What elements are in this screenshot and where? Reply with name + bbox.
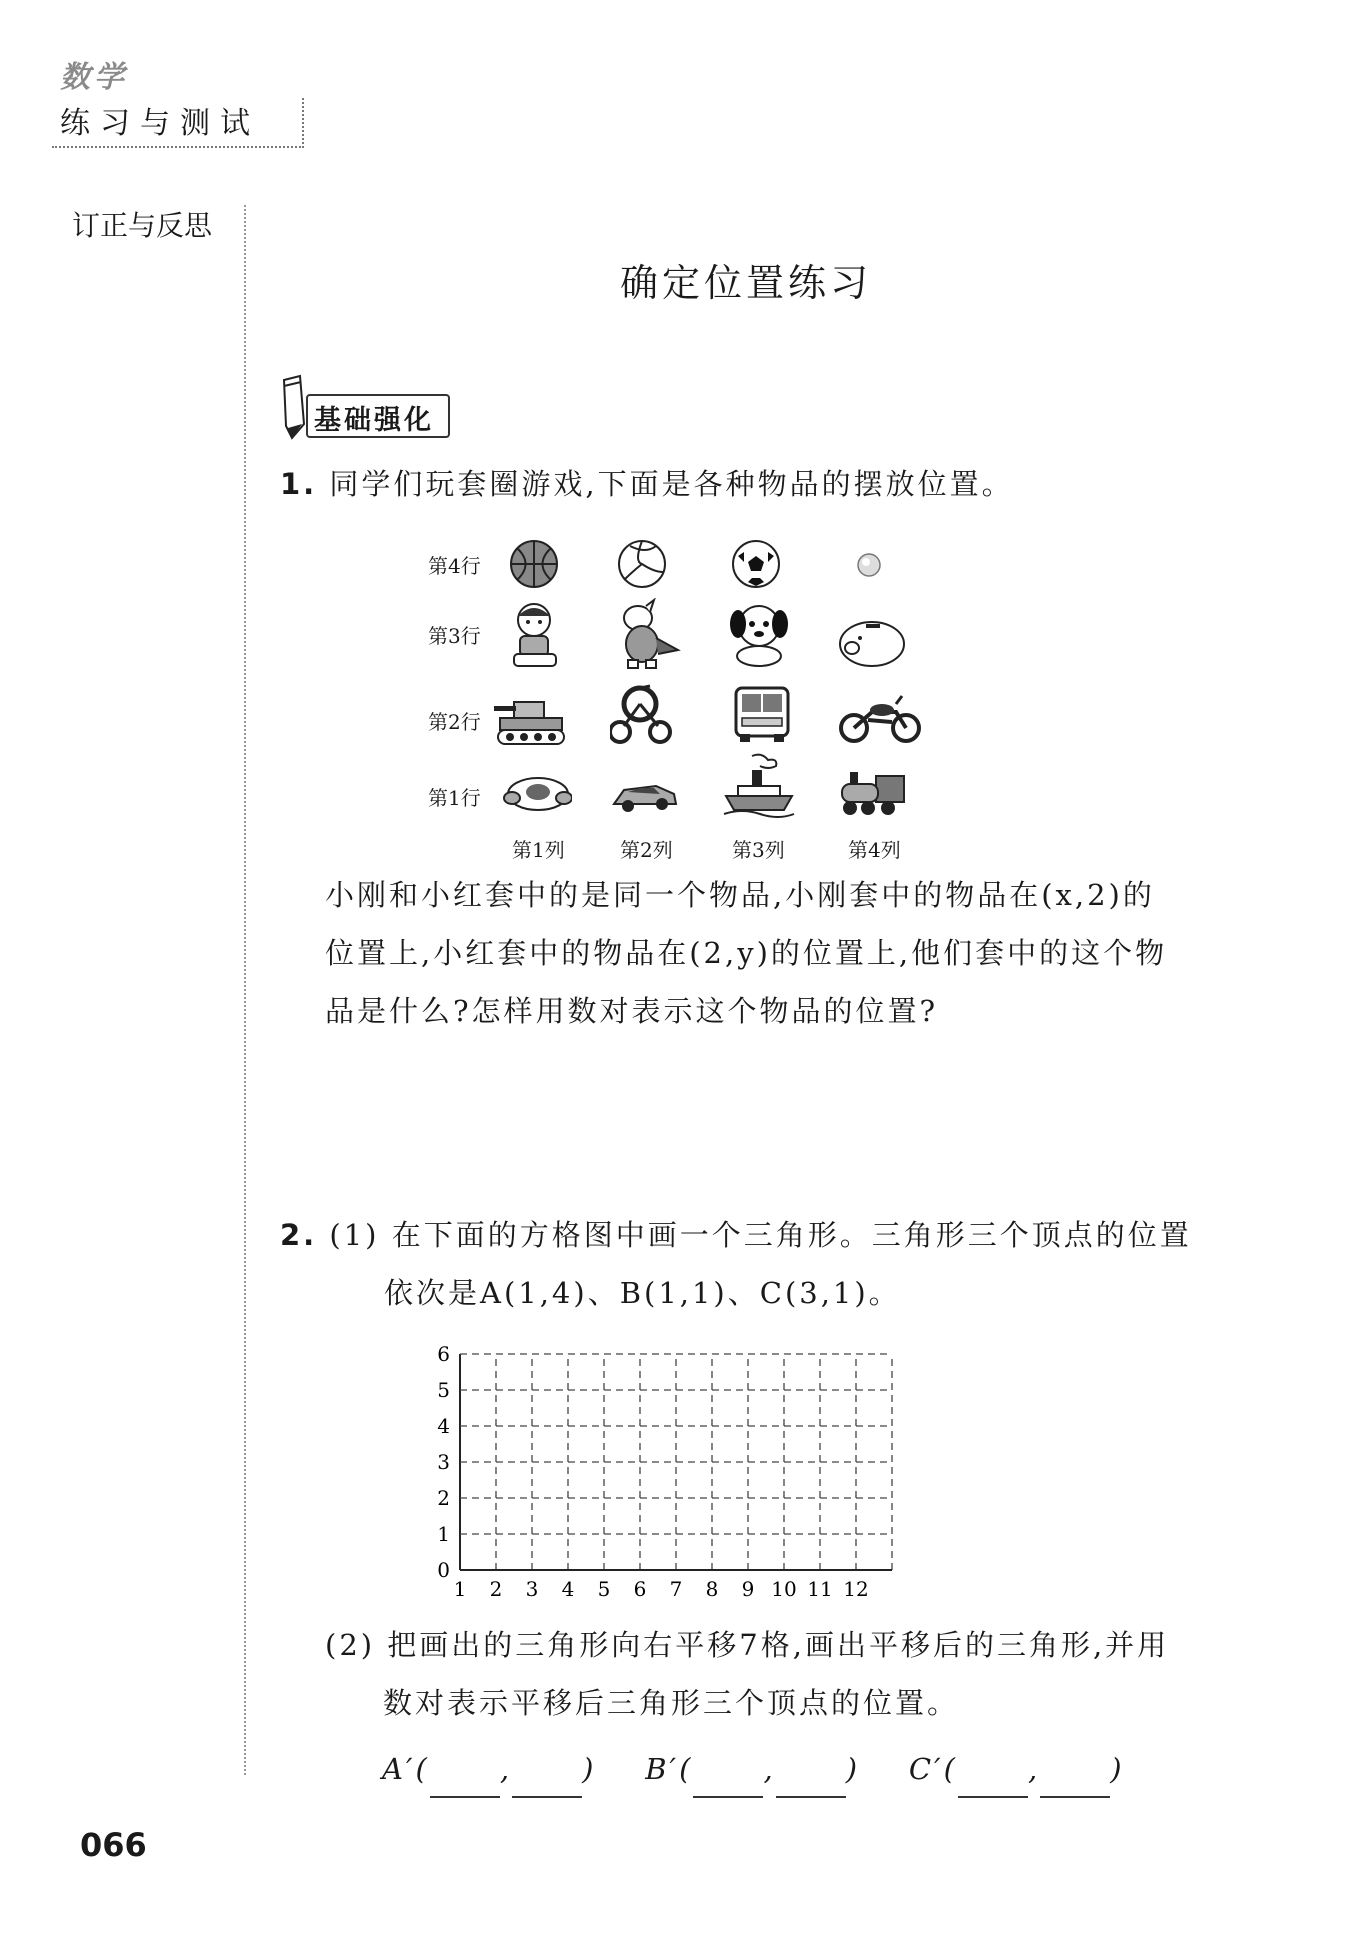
answer-a-label: A′( bbox=[382, 1752, 430, 1786]
question-text: 同学们玩套圈游戏,下面是各种物品的摆放位置。 bbox=[329, 467, 1014, 501]
x-tick-label: 10 bbox=[771, 1577, 797, 1601]
answer-b-x-blank[interactable] bbox=[693, 1768, 763, 1798]
ping-pong-ball-icon bbox=[856, 552, 882, 578]
section-tag bbox=[306, 394, 450, 438]
answer-a-x-blank[interactable] bbox=[430, 1768, 500, 1798]
section-label: 基础强化 bbox=[314, 405, 434, 436]
basketball-icon bbox=[508, 538, 560, 590]
sidebar-divider bbox=[244, 205, 246, 1775]
motorcycle-icon bbox=[838, 692, 922, 744]
x-tick-label: 11 bbox=[807, 1577, 833, 1601]
page-number: 066 bbox=[80, 1826, 147, 1864]
header-book-title: 练习与测试 bbox=[60, 106, 260, 141]
x-tick-label: 6 bbox=[633, 1577, 647, 1601]
question-1-para bbox=[325, 866, 1167, 1040]
answer-b-y-blank[interactable] bbox=[776, 1768, 846, 1798]
question-1 bbox=[280, 455, 1014, 513]
page-title: 确定位置练习 bbox=[620, 261, 873, 305]
col-label-1: 第1列 bbox=[512, 838, 565, 862]
x-tick-label: 3 bbox=[525, 1577, 539, 1601]
answer-c-label: C′( bbox=[908, 1752, 958, 1786]
x-tick-label: 4 bbox=[561, 1577, 575, 1601]
col-label-3: 第3列 bbox=[732, 838, 785, 862]
tank-toy-icon bbox=[494, 690, 566, 748]
x-tick-label: 12 bbox=[843, 1577, 869, 1601]
x-tick-label: 8 bbox=[705, 1577, 719, 1601]
y-tick-label: 0 bbox=[437, 1558, 450, 1582]
toy-plane-icon bbox=[502, 768, 572, 818]
x-tick-label: 1 bbox=[453, 1577, 467, 1601]
question-number: 2. bbox=[280, 1218, 318, 1252]
row-label-2: 第2行 bbox=[428, 710, 481, 734]
answer-row: A′( , ) B′( , ) C′( , ) bbox=[382, 1740, 1125, 1798]
piggy-bank-icon bbox=[836, 616, 908, 670]
para-line-3: 品是什么?怎样用数对表示这个物品的位置? bbox=[325, 994, 939, 1028]
y-tick-label: 4 bbox=[437, 1414, 450, 1438]
question-number: 1. bbox=[280, 467, 318, 501]
boy-doll-icon bbox=[504, 600, 566, 670]
y-tick-label: 1 bbox=[437, 1522, 450, 1546]
answer-c-x-blank[interactable] bbox=[958, 1768, 1028, 1798]
answer-c-y-blank[interactable] bbox=[1040, 1768, 1110, 1798]
q2-part2-line2: 数对表示平移后三角形三个顶点的位置。 bbox=[383, 1686, 960, 1720]
tricycle-icon bbox=[610, 682, 672, 746]
y-tick-label: 5 bbox=[437, 1378, 450, 1402]
question-2-part2 bbox=[325, 1616, 1169, 1732]
toy-car-icon bbox=[610, 778, 680, 816]
ship-toy-icon bbox=[722, 752, 796, 818]
row-label-1: 第1行 bbox=[428, 786, 481, 810]
y-tick-label: 3 bbox=[437, 1450, 450, 1474]
sidebar-label: 订正与反思 bbox=[72, 209, 213, 242]
puppy-toy-icon bbox=[726, 600, 792, 668]
col-label-2: 第2列 bbox=[620, 838, 673, 862]
col-label-4: 第4列 bbox=[848, 838, 901, 862]
dinosaur-toy-icon bbox=[612, 598, 682, 670]
x-tick-label: 9 bbox=[741, 1577, 755, 1601]
answer-b-label: B′( bbox=[645, 1752, 694, 1786]
q2-part1-line2: 依次是A(1,4)、B(1,1)、C(3,1)。 bbox=[384, 1276, 901, 1310]
answer-a-y-blank[interactable] bbox=[512, 1768, 582, 1798]
x-tick-label: 7 bbox=[669, 1577, 683, 1601]
y-tick-label: 2 bbox=[437, 1486, 450, 1510]
row-label-3: 第3行 bbox=[428, 624, 481, 648]
x-tick-label: 5 bbox=[597, 1577, 611, 1601]
header-subject: 数学 bbox=[60, 60, 128, 95]
coordinate-grid[interactable] bbox=[420, 1342, 920, 1602]
bus-toy-icon bbox=[732, 684, 792, 746]
volleyball-icon bbox=[616, 538, 668, 590]
y-tick-label: 6 bbox=[437, 1342, 450, 1366]
x-tick-label: 2 bbox=[489, 1577, 503, 1601]
q2-part2-line1: (2) 把画出的三角形向右平移7格,画出平移后的三角形,并用 bbox=[325, 1628, 1170, 1662]
pencil-icon bbox=[278, 372, 308, 442]
train-toy-icon bbox=[836, 768, 914, 820]
question-2 bbox=[280, 1206, 1192, 1322]
para-line-1: 小刚和小红套中的是同一个物品,小刚套中的物品在(x,2)的 bbox=[325, 878, 1155, 912]
row-label-4: 第4行 bbox=[428, 554, 481, 578]
q2-part1-line1: (1) 在下面的方格图中画一个三角形。三角形三个顶点的位置 bbox=[329, 1218, 1192, 1252]
soccer-ball-icon bbox=[730, 538, 782, 590]
header-book-box bbox=[52, 98, 304, 148]
para-line-2: 位置上,小红套中的物品在(2,y)的位置上,他们套中的这个物 bbox=[325, 936, 1168, 970]
